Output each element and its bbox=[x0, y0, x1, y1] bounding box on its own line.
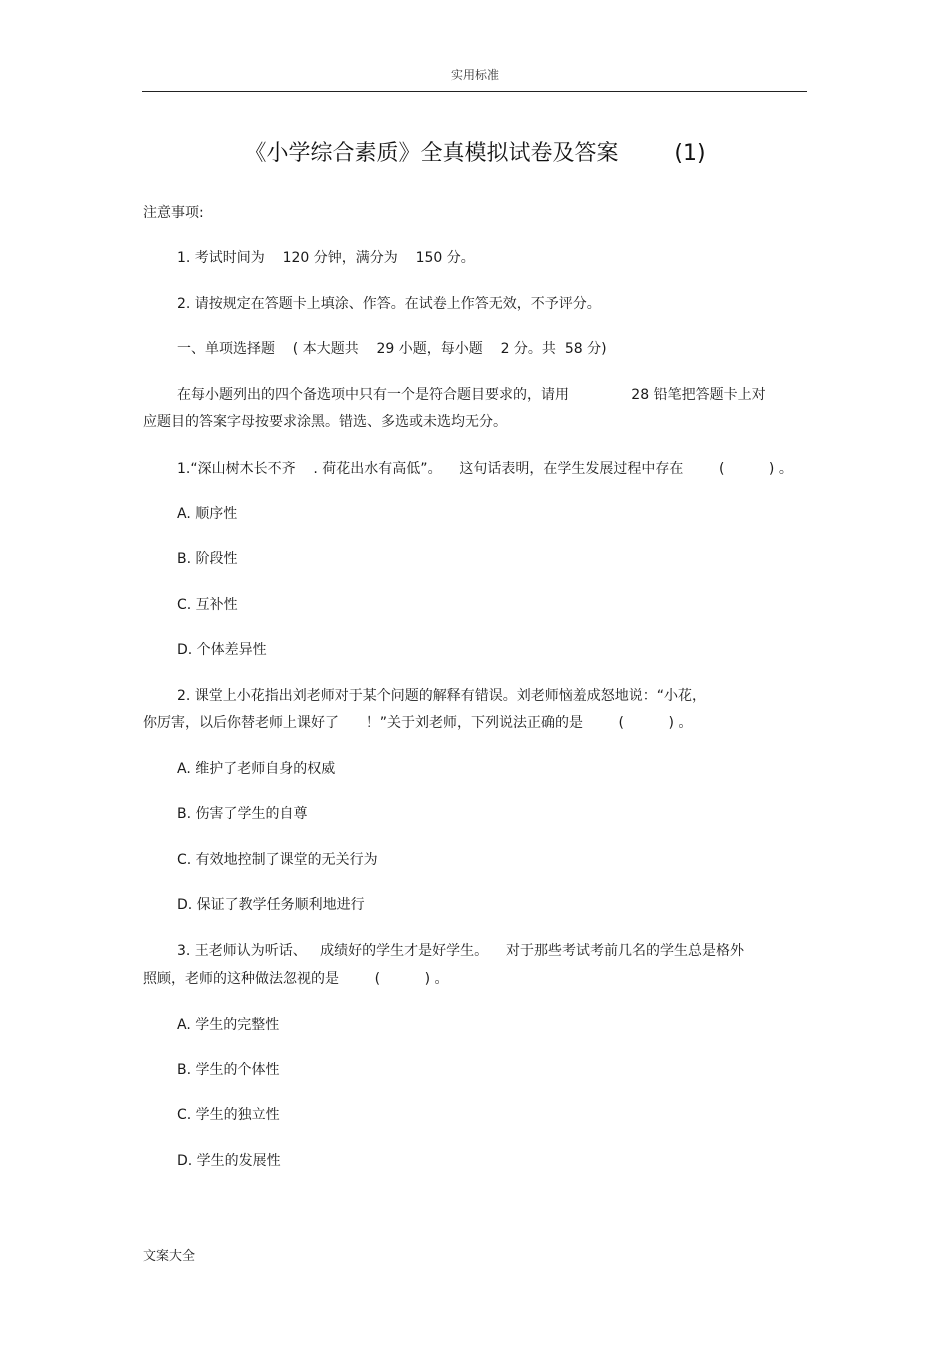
question-3-stem-line-1: 3. 王老师认为听话、 成绩好的学生才是好学生。 对于那些考试考前几名的学生总是格外 bbox=[177, 943, 744, 959]
question-1-option-a: A. 顺序性 bbox=[177, 506, 238, 522]
page-footer-label: 文案大全 bbox=[143, 1249, 196, 1264]
question-2-option-d: D. 保证了教学任务顺利地进行 bbox=[177, 897, 365, 913]
question-1-stem: 1.“深山树木长不齐 . 荷花出水有高低”。 这句话表明，在学生发展过程中存在 ( ) 。 bbox=[177, 461, 793, 477]
page-header-label: 实用标准 bbox=[450, 68, 499, 82]
document-title: 《小学综合素质》全真模拟试卷及答案 (1) bbox=[244, 141, 706, 166]
header-divider bbox=[142, 91, 807, 92]
question-2-option-c: C. 有效地控制了课堂的无关行为 bbox=[177, 852, 378, 868]
question-1-option-c: C. 互补性 bbox=[177, 597, 238, 613]
section-instruction-line-1: 在每小题列出的四个备选项中只有一个是符合题目要求的，请用 28 铅笔把答题卡上对 bbox=[177, 387, 766, 403]
question-2-option-a: A. 维护了老师自身的权威 bbox=[177, 761, 336, 777]
section-heading: 一、单项选择题 ( 本大题共 29 小题，每小题 2 分。共 58 分) bbox=[177, 341, 607, 357]
question-3-option-b: B. 学生的个体性 bbox=[177, 1062, 280, 1078]
question-3-stem-line-2: 照顾，老师的这种做法忽视的是 ( ) 。 bbox=[143, 971, 449, 987]
question-2-stem-line-1: 2. 课堂上小花指出刘老师对于某个问题的解释有错误。刘老师恼羞成怒地说：“小花， bbox=[177, 688, 707, 704]
notice-item-2: 2. 请按规定在答题卡上填涂、作答。在试卷上作答无效，不予评分。 bbox=[177, 296, 601, 312]
question-3-option-d: D. 学生的发展性 bbox=[177, 1153, 281, 1169]
question-3-option-c: C. 学生的独立性 bbox=[177, 1107, 280, 1123]
section-instruction-line-2: 应题目的答案字母按要求涂黑。错选、多选或未选均无分。 bbox=[143, 414, 507, 430]
notice-heading: 注意事项: bbox=[143, 205, 204, 221]
question-1-option-b: B. 阶段性 bbox=[177, 551, 238, 567]
question-2-option-b: B. 伤害了学生的自尊 bbox=[177, 806, 308, 822]
question-2-stem-line-2: 你厉害，以后你替老师上课好了 ！”关于刘老师，下列说法正确的是 ( ) 。 bbox=[143, 715, 693, 731]
question-1-option-d: D. 个体差异性 bbox=[177, 642, 267, 658]
notice-item-1: 1. 考试时间为 120 分钟，满分为 150 分。 bbox=[177, 250, 475, 266]
question-3-option-a: A. 学生的完整性 bbox=[177, 1017, 280, 1033]
